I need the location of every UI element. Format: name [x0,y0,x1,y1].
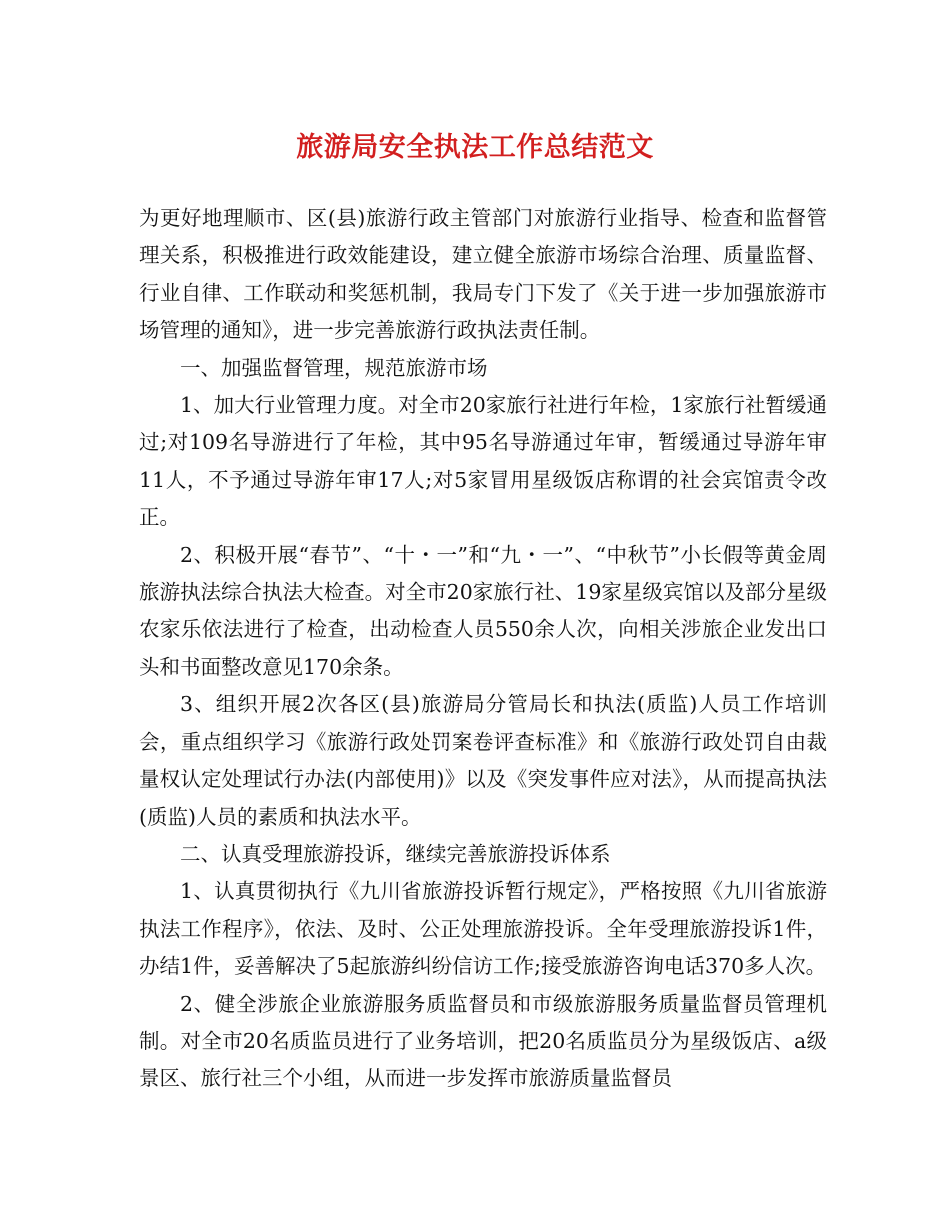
document-body [139,200,827,1098]
document-title: 旅游局安全执法工作总结范文 [296,132,654,163]
paragraph: 1、加大行业管理力度。对全市20家旅行社进行年检，1家旅行社暂缓通过;对109名导游进行了年检，其中95名导游通过年审，暂缓通过导游年审11人，不予通过导游年审17人;对5家冒用星级饭店称谓的社会宾馆责令改正。 [139,393,827,530]
paragraph: 2、健全涉旅企业旅游服务质监督员和市级旅游服务质量监督员管理机制。对全市20名质监员进行了业务培训，把20名质监员分为星级饭店、a级景区、旅行社三个小组，从而进一步发挥市旅游质量监督员 [139,991,827,1091]
paragraph: 1、认真贯彻执行《九川省旅游投诉暂行规定》，严格按照《九川省旅游执法工作程序》，依法、及时、公正处理旅游投诉。全年受理旅游投诉1件，办结1件，妥善解决了5起旅游纠纷信访工作;接受旅游咨询电话370多人次。 [139,879,827,979]
paragraph: 3、组织开展2次各区(县)旅游局分管局长和执法(质监)人员工作培训会，重点组织学习《旅游行政处罚案卷评查标准》和《旅游行政处罚自由裁量权认定处理试行办法(内部使用)》以及《突发事件应对法》，从而提高执法(质监)人员的素质和执法水平。 [139,692,827,829]
section-heading: 一、加强监督管理，规范旅游市场 [180,355,488,380]
paragraph: 为更好地理顺市、区(县)旅游行政主管部门对旅游行业指导、检查和监督管理关系，积极推进行政效能建设，建立健全旅游市场综合治理、质量监督、行业自律、工作联动和奖惩机制，我局专门下发了《关于进一步加强旅游市场管理的通知》，进一步完善旅游行政执法责任制。 [139,206,827,343]
section-heading: 二、认真受理旅游投诉，继续完善旅游投诉体系 [180,841,611,866]
paragraph: 2、积极开展“春节”、“十・一”和“九・一”、“中秋节”小长假等黄金周旅游执法综合执法大检查。对全市20家旅行社、19家星级宾馆以及部分星级农家乐依法进行了检查，出动检查人员550余人次，向相关涉旅企业发出口头和书面整改意见170余条。 [139,542,827,679]
